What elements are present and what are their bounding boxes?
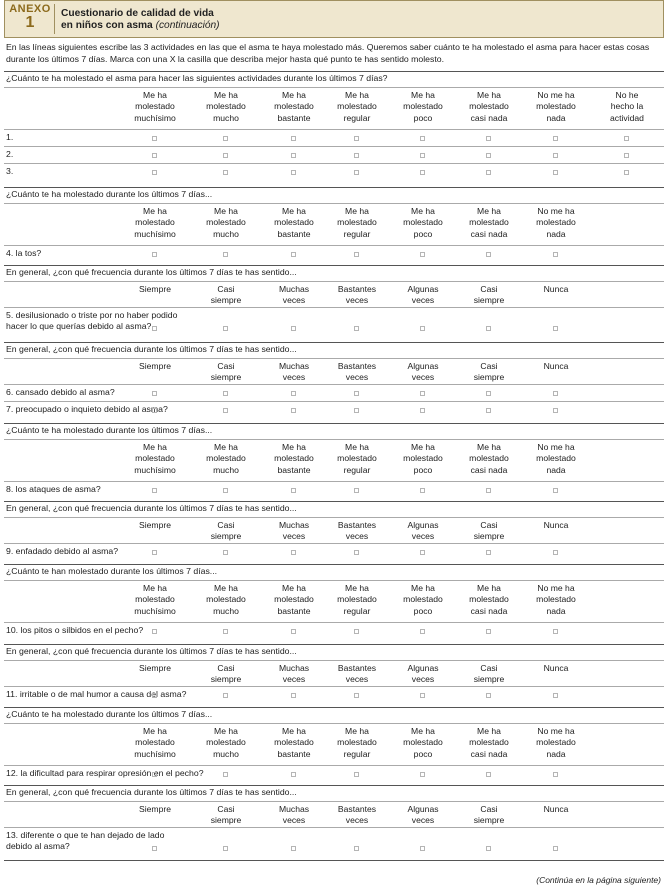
column-header: Me ha molestado muchísimo bbox=[134, 90, 176, 123]
column-header: Bastantes veces bbox=[337, 663, 377, 685]
item-rule bbox=[4, 481, 664, 482]
item-rule bbox=[4, 384, 664, 385]
column-header: Me ha molestado muchísimo bbox=[134, 726, 176, 759]
answer-checkbox[interactable] bbox=[223, 170, 228, 175]
answer-checkbox[interactable] bbox=[291, 252, 296, 257]
answer-checkbox[interactable] bbox=[291, 550, 296, 555]
column-header: Algunas veces bbox=[407, 284, 439, 306]
column-header: No me ha molestado nada bbox=[536, 90, 576, 123]
column-header: Casi siempre bbox=[210, 361, 242, 383]
column-header: Me ha molestado bastante bbox=[274, 206, 314, 239]
title-line-1: Cuestionario de calidad de vida bbox=[61, 8, 214, 19]
item-rule bbox=[4, 765, 664, 766]
item-label: 4. la tos? bbox=[6, 248, 42, 258]
column-header: Me ha molestado casi nada bbox=[469, 726, 509, 759]
column-header: Muchas veces bbox=[278, 520, 310, 542]
column-header: Casi siempre bbox=[210, 663, 242, 685]
column-header: Me ha molestado poco bbox=[403, 442, 443, 475]
header-rule bbox=[4, 517, 664, 518]
column-header: Bastantes veces bbox=[337, 284, 377, 306]
page-title bbox=[61, 8, 220, 32]
answer-checkbox[interactable] bbox=[420, 326, 425, 331]
answer-checkbox[interactable] bbox=[553, 136, 558, 141]
section-question: ¿Cuánto te ha molestado el asma para hacer las siguientes actividades durante los últimos 7 días? bbox=[6, 73, 388, 83]
answer-checkbox[interactable] bbox=[152, 326, 157, 331]
answer-checkbox[interactable] bbox=[291, 488, 296, 493]
header-rule bbox=[4, 87, 664, 88]
column-header: Me ha molestado mucho bbox=[206, 206, 246, 239]
column-header: Me ha molestado mucho bbox=[206, 90, 246, 123]
answer-checkbox[interactable] bbox=[553, 391, 558, 396]
item-label: 9. enfadado debido al asma? bbox=[6, 546, 119, 556]
column-header: Me ha molestado poco bbox=[403, 726, 443, 759]
item-label: 8. los ataques de asma? bbox=[6, 484, 101, 494]
answer-checkbox[interactable] bbox=[223, 550, 228, 555]
column-header: Me ha molestado muchísimo bbox=[134, 206, 176, 239]
answer-checkbox[interactable] bbox=[291, 408, 296, 413]
answer-checkbox[interactable] bbox=[223, 846, 228, 851]
answer-checkbox[interactable] bbox=[420, 550, 425, 555]
closing-rule bbox=[4, 860, 664, 861]
column-header: Casi siempre bbox=[473, 663, 505, 685]
answer-checkbox[interactable] bbox=[223, 136, 228, 141]
answer-checkbox[interactable] bbox=[354, 846, 359, 851]
column-header: Me ha molestado regular bbox=[337, 206, 377, 239]
section-rule bbox=[4, 707, 664, 708]
item-label: 2. bbox=[6, 149, 14, 159]
section-question: ¿Cuánto te ha molestado durante los últimos 7 días... bbox=[6, 189, 213, 199]
item-rule bbox=[4, 827, 664, 828]
header-rule bbox=[4, 358, 664, 359]
answer-checkbox[interactable] bbox=[486, 550, 491, 555]
answer-checkbox[interactable] bbox=[624, 170, 629, 175]
column-header: Casi siempre bbox=[473, 520, 505, 542]
answer-checkbox[interactable] bbox=[291, 772, 296, 777]
answer-checkbox[interactable] bbox=[553, 846, 558, 851]
column-header: Me ha molestado muchísimo bbox=[134, 583, 176, 616]
section-rule bbox=[4, 342, 664, 343]
column-header: Siempre bbox=[139, 520, 171, 530]
column-header: Algunas veces bbox=[407, 520, 439, 542]
column-header: Me ha molestado regular bbox=[337, 90, 377, 123]
title-suffix: (continuación) bbox=[155, 20, 220, 31]
header-divider bbox=[54, 4, 55, 34]
column-header: Me ha molestado casi nada bbox=[469, 90, 509, 123]
column-header: Casi siempre bbox=[473, 284, 505, 306]
column-header: Casi siempre bbox=[473, 361, 505, 383]
answer-checkbox[interactable] bbox=[420, 629, 425, 634]
column-header: Me ha molestado poco bbox=[403, 206, 443, 239]
answer-checkbox[interactable] bbox=[486, 846, 491, 851]
answer-checkbox[interactable] bbox=[152, 772, 157, 777]
answer-checkbox[interactable] bbox=[486, 153, 491, 158]
item-label: 3. bbox=[6, 166, 14, 176]
answer-checkbox[interactable] bbox=[553, 629, 558, 634]
answer-checkbox[interactable] bbox=[624, 136, 629, 141]
item-label: 1. bbox=[6, 132, 14, 142]
header-rule bbox=[4, 801, 664, 802]
answer-checkbox[interactable] bbox=[486, 408, 491, 413]
item-label: 11. irritable o de mal humor a causa del asma? bbox=[6, 689, 187, 699]
column-header: Me ha molestado casi nada bbox=[469, 583, 509, 616]
column-header: No me ha molestado nada bbox=[536, 583, 576, 616]
answer-checkbox[interactable] bbox=[152, 408, 157, 413]
answer-checkbox[interactable] bbox=[486, 326, 491, 331]
answer-checkbox[interactable] bbox=[354, 326, 359, 331]
column-header: Muchas veces bbox=[278, 663, 310, 685]
answer-checkbox[interactable] bbox=[152, 488, 157, 493]
item-rule bbox=[4, 245, 664, 246]
section-question: En general, ¿con qué frecuencia durante los últimos 7 días te has sentido... bbox=[6, 267, 297, 277]
item-label: 13. diferente o que te han dejado de lado debido al asma? bbox=[6, 830, 165, 851]
answer-checkbox[interactable] bbox=[486, 136, 491, 141]
answer-checkbox[interactable] bbox=[223, 252, 228, 257]
column-header: Casi siempre bbox=[210, 804, 242, 826]
column-header: Me ha molestado poco bbox=[403, 583, 443, 616]
answer-checkbox[interactable] bbox=[553, 170, 558, 175]
answer-checkbox[interactable] bbox=[354, 629, 359, 634]
column-header: Casi siempre bbox=[210, 284, 242, 306]
column-header: Me ha molestado regular bbox=[337, 442, 377, 475]
header-rule bbox=[4, 660, 664, 661]
column-header: Nunca bbox=[543, 520, 569, 530]
section-rule bbox=[4, 501, 664, 502]
item-rule bbox=[4, 129, 664, 130]
answer-checkbox[interactable] bbox=[152, 550, 157, 555]
answer-checkbox[interactable] bbox=[553, 772, 558, 777]
column-header: No me ha molestado nada bbox=[536, 206, 576, 239]
answer-checkbox[interactable] bbox=[553, 550, 558, 555]
answer-checkbox[interactable] bbox=[486, 488, 491, 493]
answer-checkbox[interactable] bbox=[152, 153, 157, 158]
column-header: Muchas veces bbox=[278, 804, 310, 826]
annex-label: ANEXO bbox=[9, 3, 51, 15]
answer-checkbox[interactable] bbox=[553, 488, 558, 493]
answer-checkbox[interactable] bbox=[152, 252, 157, 257]
section-rule bbox=[4, 644, 664, 645]
item-label: 10. los pitos o silbidos en el pecho? bbox=[6, 625, 144, 635]
answer-checkbox[interactable] bbox=[223, 629, 228, 634]
answer-checkbox[interactable] bbox=[152, 693, 157, 698]
column-header: Siempre bbox=[139, 361, 171, 371]
item-label: 12. la dificultad para respirar opresión en el pecho? bbox=[6, 768, 204, 778]
column-header: Me ha molestado bastante bbox=[274, 90, 314, 123]
answer-checkbox[interactable] bbox=[420, 153, 425, 158]
annex-badge bbox=[9, 3, 51, 30]
title-line-2: en niños con asma bbox=[61, 20, 153, 31]
answer-checkbox[interactable] bbox=[291, 391, 296, 396]
annex-header bbox=[4, 0, 664, 38]
answer-checkbox[interactable] bbox=[291, 846, 296, 851]
section-question: ¿Cuánto te han molestado durante los últimos 7 días... bbox=[6, 566, 218, 576]
answer-checkbox[interactable] bbox=[291, 326, 296, 331]
answer-checkbox[interactable] bbox=[354, 153, 359, 158]
answer-checkbox[interactable] bbox=[354, 488, 359, 493]
header-rule bbox=[4, 203, 664, 204]
column-header: Me ha molestado mucho bbox=[206, 442, 246, 475]
item-rule bbox=[4, 622, 664, 623]
answer-checkbox[interactable] bbox=[354, 550, 359, 555]
item-rule bbox=[4, 163, 664, 164]
section-question: ¿Cuánto te ha molestado durante los últimos 7 días... bbox=[6, 709, 213, 719]
section-rule bbox=[4, 187, 664, 188]
answer-checkbox[interactable] bbox=[354, 408, 359, 413]
column-header: Me ha molestado mucho bbox=[206, 583, 246, 616]
section-question: En general, ¿con qué frecuencia durante los últimos 7 días te has sentido... bbox=[6, 344, 297, 354]
section-question: En general, ¿con qué frecuencia durante los últimos 7 días te has sentido... bbox=[6, 503, 297, 513]
answer-checkbox[interactable] bbox=[420, 391, 425, 396]
answer-checkbox[interactable] bbox=[291, 629, 296, 634]
item-rule bbox=[4, 401, 664, 402]
answer-checkbox[interactable] bbox=[624, 153, 629, 158]
item-label: 5. desilusionado o triste por no haber podido hacer lo que querías debido al asma? bbox=[6, 310, 178, 331]
intro-text: En las líneas siguientes escribe las 3 actividades en las que el asma te haya molestado más. Queremos saber cuánto te ha molestado el asma para hacer estas cosas durante los últimos 7 días. Marca con una X la casilla que describa mejor hasta qué punto te has sentido molesto. bbox=[6, 42, 650, 64]
answer-checkbox[interactable] bbox=[553, 153, 558, 158]
answer-checkbox[interactable] bbox=[354, 772, 359, 777]
item-rule bbox=[4, 686, 664, 687]
column-header: Muchas veces bbox=[278, 284, 310, 306]
section-question: ¿Cuánto te ha molestado durante los últimos 7 días... bbox=[6, 425, 213, 435]
answer-checkbox[interactable] bbox=[223, 153, 228, 158]
answer-checkbox[interactable] bbox=[223, 326, 228, 331]
answer-checkbox[interactable] bbox=[553, 252, 558, 257]
column-header: Siempre bbox=[139, 804, 171, 814]
answer-checkbox[interactable] bbox=[223, 488, 228, 493]
column-header: Muchas veces bbox=[278, 361, 310, 383]
column-header: Nunca bbox=[543, 804, 569, 814]
section-question: En general, ¿con qué frecuencia durante los últimos 7 días te has sentido... bbox=[6, 646, 297, 656]
section-rule bbox=[4, 71, 664, 72]
answer-checkbox[interactable] bbox=[486, 772, 491, 777]
answer-checkbox[interactable] bbox=[291, 693, 296, 698]
column-header: Me ha molestado bastante bbox=[274, 726, 314, 759]
column-header: Algunas veces bbox=[407, 361, 439, 383]
section-rule bbox=[4, 423, 664, 424]
answer-checkbox[interactable] bbox=[486, 391, 491, 396]
section-rule bbox=[4, 265, 664, 266]
answer-checkbox[interactable] bbox=[223, 693, 228, 698]
column-header: No he hecho la actividad bbox=[610, 90, 644, 123]
column-header: Me ha molestado casi nada bbox=[469, 206, 509, 239]
answer-checkbox[interactable] bbox=[420, 136, 425, 141]
column-header: Nunca bbox=[543, 663, 569, 673]
column-header: Bastantes veces bbox=[337, 361, 377, 383]
annex-number: 1 bbox=[25, 14, 35, 31]
answer-checkbox[interactable] bbox=[420, 693, 425, 698]
column-header: Me ha molestado muchísimo bbox=[134, 442, 176, 475]
column-header: Bastantes veces bbox=[337, 520, 377, 542]
answer-checkbox[interactable] bbox=[553, 408, 558, 413]
answer-checkbox[interactable] bbox=[486, 170, 491, 175]
answer-checkbox[interactable] bbox=[486, 629, 491, 634]
column-header: Siempre bbox=[139, 663, 171, 673]
answer-checkbox[interactable] bbox=[291, 153, 296, 158]
header-rule bbox=[4, 580, 664, 581]
column-header: Me ha molestado casi nada bbox=[469, 442, 509, 475]
column-header: Casi siempre bbox=[210, 520, 242, 542]
column-header: Algunas veces bbox=[407, 663, 439, 685]
answer-checkbox[interactable] bbox=[486, 252, 491, 257]
item-rule bbox=[4, 146, 664, 147]
column-header: Me ha molestado poco bbox=[403, 90, 443, 123]
answer-checkbox[interactable] bbox=[420, 170, 425, 175]
answer-checkbox[interactable] bbox=[354, 252, 359, 257]
column-header: Siempre bbox=[139, 284, 171, 294]
answer-checkbox[interactable] bbox=[291, 170, 296, 175]
answer-checkbox[interactable] bbox=[420, 252, 425, 257]
answer-checkbox[interactable] bbox=[420, 488, 425, 493]
item-rule bbox=[4, 307, 664, 308]
answer-checkbox[interactable] bbox=[152, 629, 157, 634]
column-header: Nunca bbox=[543, 361, 569, 371]
column-header: Nunca bbox=[543, 284, 569, 294]
answer-checkbox[interactable] bbox=[553, 693, 558, 698]
item-label: 6. cansado debido al asma? bbox=[6, 387, 115, 397]
section-question: En general, ¿con qué frecuencia durante los últimos 7 días te has sentido... bbox=[6, 787, 297, 797]
header-rule bbox=[4, 281, 664, 282]
answer-checkbox[interactable] bbox=[354, 693, 359, 698]
column-header: Me ha molestado mucho bbox=[206, 726, 246, 759]
answer-checkbox[interactable] bbox=[223, 391, 228, 396]
answer-checkbox[interactable] bbox=[152, 170, 157, 175]
answer-checkbox[interactable] bbox=[420, 772, 425, 777]
answer-checkbox[interactable] bbox=[486, 693, 491, 698]
answer-checkbox[interactable] bbox=[354, 170, 359, 175]
column-header: Algunas veces bbox=[407, 804, 439, 826]
answer-checkbox[interactable] bbox=[354, 391, 359, 396]
answer-checkbox[interactable] bbox=[152, 846, 157, 851]
continuation-note: (Continúa en la página siguiente) bbox=[536, 875, 661, 885]
column-header: No me ha molestado nada bbox=[536, 726, 576, 759]
column-header: Casi siempre bbox=[473, 804, 505, 826]
section-rule bbox=[4, 564, 664, 565]
answer-checkbox[interactable] bbox=[223, 772, 228, 777]
column-header: Me ha molestado regular bbox=[337, 726, 377, 759]
column-header: No me ha molestado nada bbox=[536, 442, 576, 475]
column-header: Bastantes veces bbox=[337, 804, 377, 826]
answer-checkbox[interactable] bbox=[152, 136, 157, 141]
answer-checkbox[interactable] bbox=[152, 391, 157, 396]
header-rule bbox=[4, 439, 664, 440]
column-header: Me ha molestado bastante bbox=[274, 442, 314, 475]
column-header: Me ha molestado regular bbox=[337, 583, 377, 616]
header-rule bbox=[4, 723, 664, 724]
answer-checkbox[interactable] bbox=[354, 136, 359, 141]
answer-checkbox[interactable] bbox=[420, 846, 425, 851]
answer-checkbox[interactable] bbox=[223, 408, 228, 413]
answer-checkbox[interactable] bbox=[291, 136, 296, 141]
item-rule bbox=[4, 543, 664, 544]
answer-checkbox[interactable] bbox=[420, 408, 425, 413]
section-rule bbox=[4, 785, 664, 786]
column-header: Me ha molestado bastante bbox=[274, 583, 314, 616]
item-label: 7. preocupado o inquieto debido al asma? bbox=[6, 404, 168, 414]
answer-checkbox[interactable] bbox=[553, 326, 558, 331]
